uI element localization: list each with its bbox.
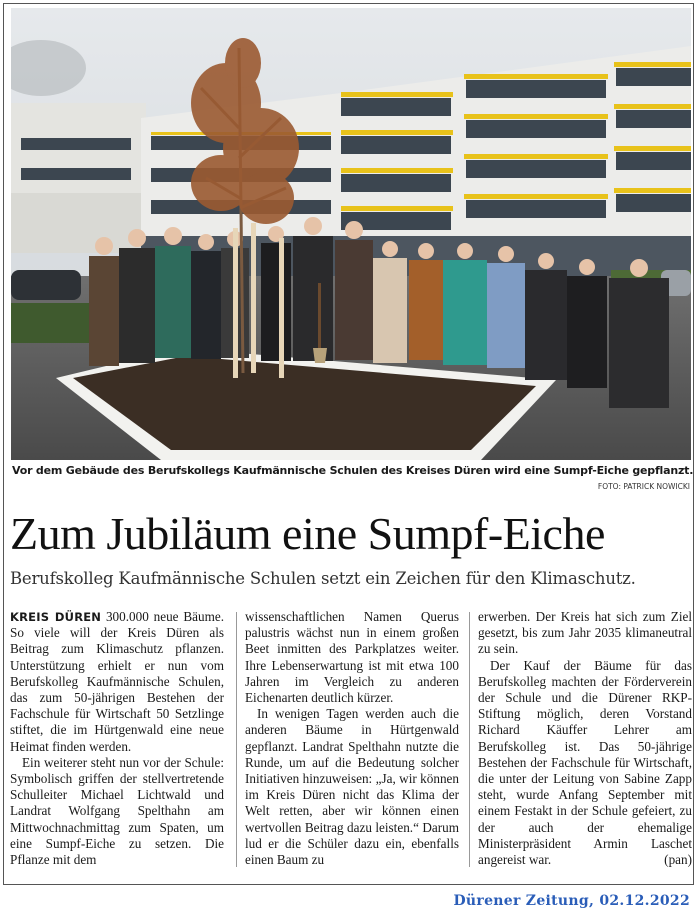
paragraph: erwerben. Der Kreis hat sich zum Ziel gesetzt, bis zum Jahr 2035 klimaneutral zu sein. [478,609,692,657]
paragraph [478,658,692,869]
article-photo [11,8,691,460]
article-headline: Zum Jubiläum eine Sumpf-Eiche [10,508,605,559]
author-signature: (pan) [664,852,692,868]
paragraph [10,609,224,755]
paragraph-text: 300.000 neue Bäume. So viele will der Kreis Düren als Beitrag zum Klimaschutz pflanzen. Unterstützung erhielt er nun vom Berufskolleg Kaufmännische Schulen, das zum 50-jährigen Bestehen der Fachschule für Wirtschaft 50 Setzlinge stiftet, die im Hürtgenwald eine neue Heimat finden werden. [10,609,225,754]
column-divider [236,612,237,867]
article-column-3 [478,609,692,868]
article-column-2 [245,609,459,868]
paragraph: Ein weiterer steht nun vor der Schule: Symbolisch griffen der stellvertretende Schulleiter Michael Lichtwald und Landrat Wolfgang Spelthahn am Mittwochnachmittag zum Spaten, um eine Sumpf-Eiche zu setzen. Die Pflanze mit dem [10,754,224,868]
paragraph-text: Der Kauf der Bäume für das Berufskolleg machten der Förderverein der Schule und die Dürener RKP-Stiftung möglich, deren Vorstand Richard Käuffer Lehrer am Berufskolleg ist. Das 50-jährige Bestehen der Fachschule für Wirtschaft, die unter der Leitung von Sabine Zapp steht, wurde Anfang September mit einem Festakt in der Schule gefeiert, zu der auch der ehemalige Ministerpräsident Armin Laschet angereist war. [478,657,692,868]
newspaper-source: Dürener Zeitung, 02.12.2022 [453,893,690,909]
article-column-1 [10,609,224,868]
photo-credit: FOTO: PATRICK NOWICKI [597,482,690,491]
article-subheadline: Berufskolleg Kaufmännische Schulen setzt ein Zeichen für den Klimaschutz. [10,569,636,588]
paragraph: In wenigen Tagen werden auch die anderen Bäume in Hürtgenwald gepflanzt. Landrat Spelthahn nutzte die Runde, um auf die Bedeutung solcher Initiativen hinzuweisen: „Ja, wir können im Kreis Düren nicht das Klima der Welt retten, aber wir können einen wertvollen Beitrag dazu leisten.“ Darum lud er die Schüler dazu ein, ebenfalls einen Baum zu [245,706,459,868]
photo-caption: Vor dem Gebäude des Berufskollegs Kaufmännische Schulen des Kreises Düren wird eine Sumpf-Eiche gepflanzt. [12,464,694,477]
column-divider [469,612,470,867]
dateline: KREIS DÜREN [10,610,102,624]
paragraph: wissenschaftlichen Namen Querus palustris wächst nun in einem großen Beet inmitten des Parkplatzes weiter. Ihre Lebenserwartung ist mit etwa 100 Jahren im Vergleich zu anderen Eichenarten deutlich kürzer. [245,609,459,706]
